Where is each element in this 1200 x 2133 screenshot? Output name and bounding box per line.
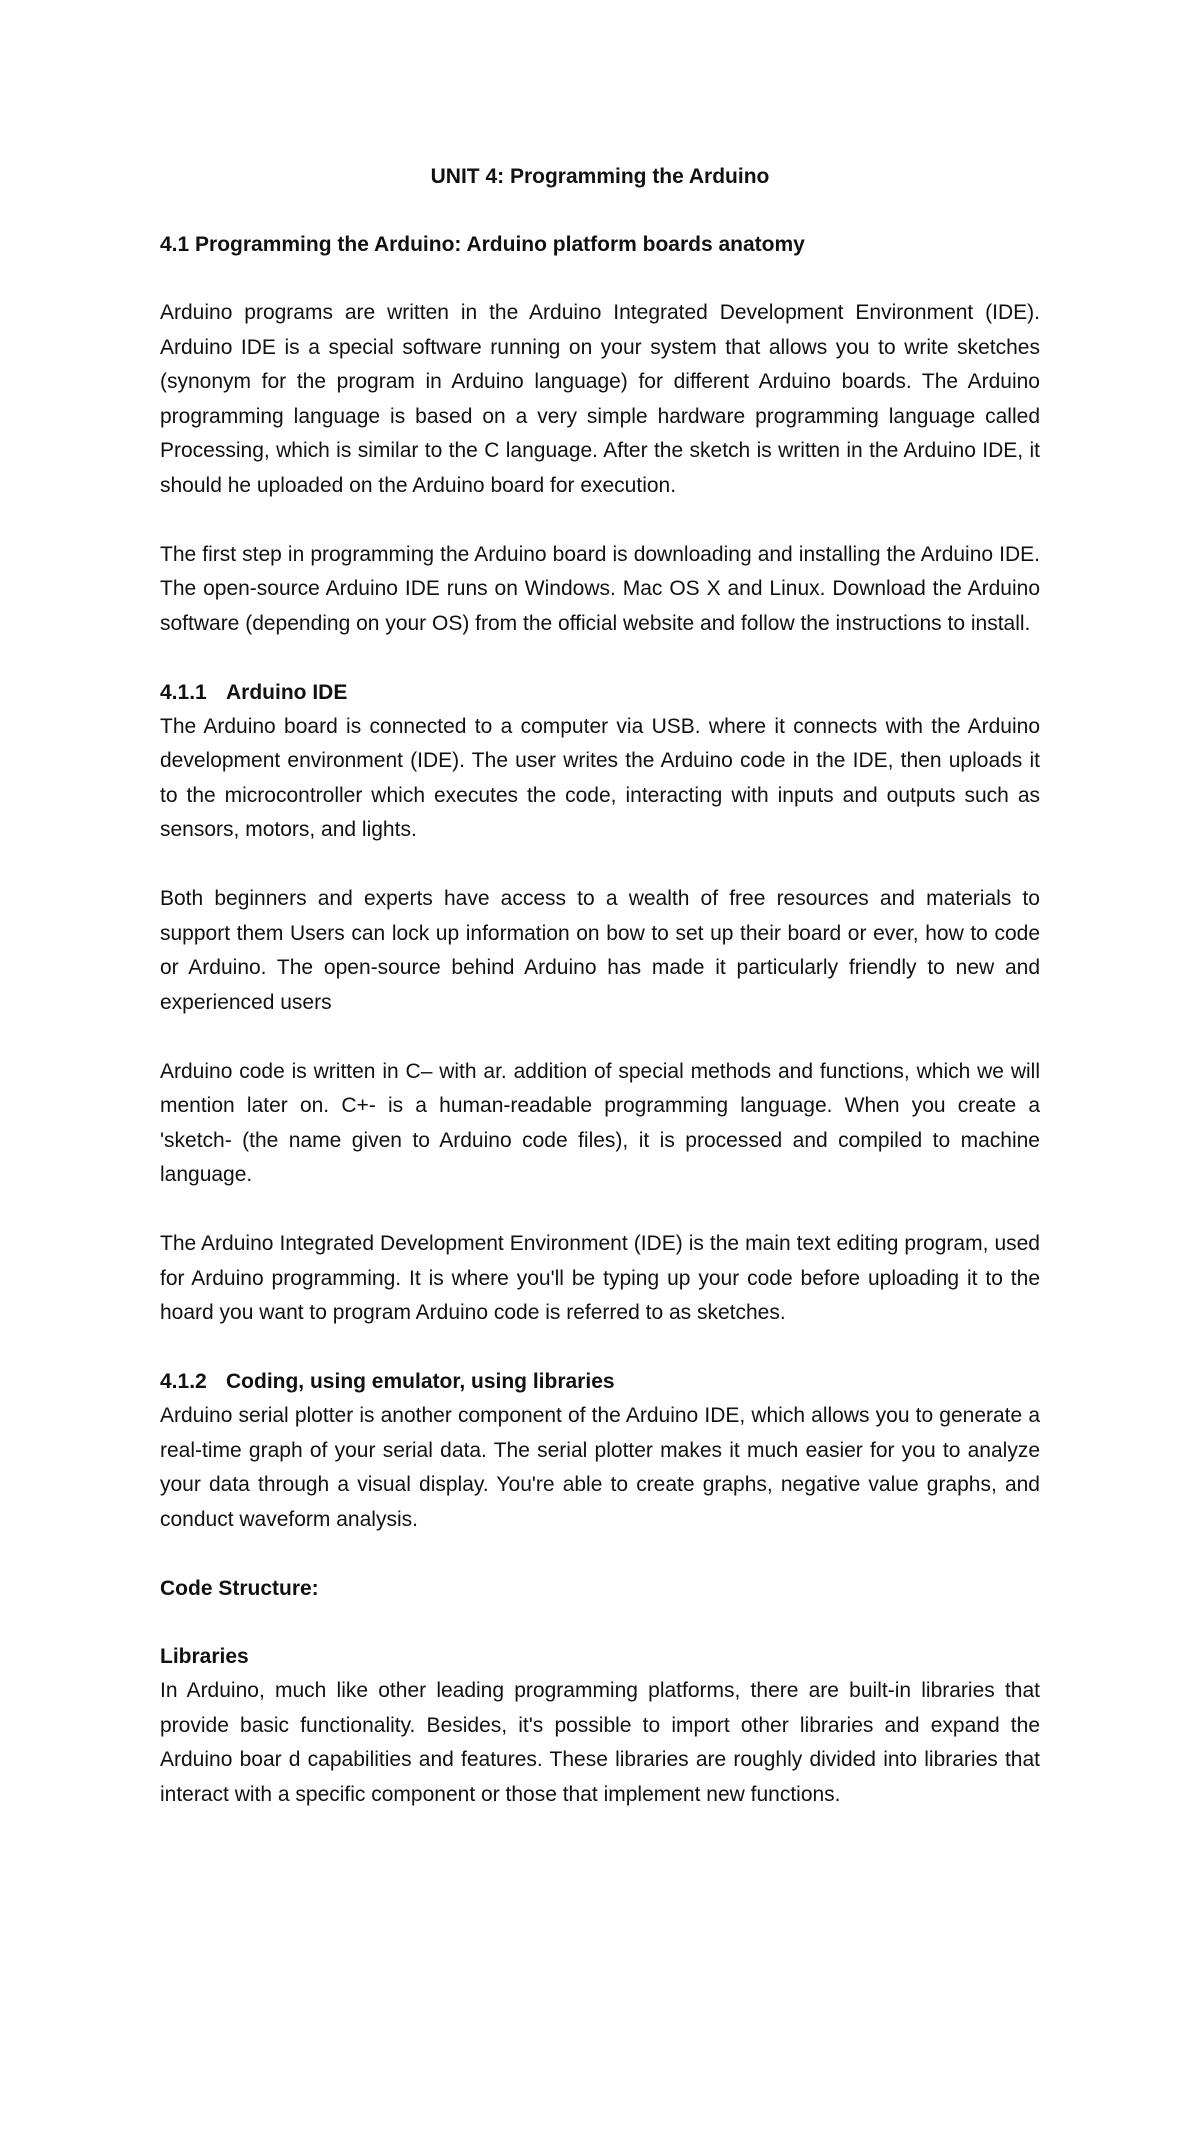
page-title: UNIT 4: Programming the Arduino: [430, 165, 770, 188]
document-page: [160, 160, 1040, 1812]
paragraph: Arduino serial plotter is another component of the Arduino IDE, which allows you to generate a real-time graph of your serial data. The serial plotter makes it much easier for you to analyze your data through a visual display. You're able to create graphs, negative value graphs, and conduct waveform analysis.: [160, 1404, 1040, 1531]
section-heading-4-1-1: [160, 676, 1040, 710]
section-heading-4-1-2: [160, 1365, 1040, 1399]
paragraph: In Arduino, much like other leading programming platforms, there are built-in libraries that provide basic functionality. Besides, it's possible to import other libraries and expand the Arduino boar d capabilities and features. These libraries are roughly divided into libraries that interact with a specific component or those that implement new functions.: [160, 1679, 1040, 1806]
paragraph: The Arduino Integrated Development Environment (IDE) is the main text editing program, used for Arduino programming. It is where you'll be typing up your code before uploading it to the hoard you want to program Arduino code is referred to as sketches.: [160, 1232, 1040, 1324]
section-number: 4.1.2: [160, 1370, 207, 1393]
spacer: [160, 1606, 1040, 1641]
paragraph: The first step in programming the Arduino board is downloading and installing the Arduino IDE. The open-source Arduino IDE runs on Windows. Mac OS X and Linux. Download the Arduino software (depending on your OS) from the official website and follow the instructions to install.: [160, 542, 1040, 635]
section-number: 4.1.1: [160, 680, 207, 704]
paragraph: Both beginners and experts have access to a wealth of free resources and materials to support them Users can lock up information on bow to set up their board or ever, how to code or Arduino. The open-source behind Arduino has made it particularly friendly to new and experienced users: [160, 887, 1040, 1014]
paragraph: Arduino code is written in C– with ar. addition of special methods and functions, which we will mention later on. C+- is a human-readable programming language. When you create a 'sketch- (the name given to Arduino code files), it is processed and compiled to machine language.: [160, 1059, 1040, 1186]
paragraph: The Arduino board is connected to a computer via USB. where it connects with the Arduino development environment (IDE). The user writes the Arduino code in the IDE, then uploads it to the microcontroller which executes the code, interacting with inputs and outputs such as sensors, motors, and lights.: [160, 714, 1040, 841]
spacer: [160, 1537, 1040, 1572]
spacer: [160, 1193, 1040, 1228]
spacer: [160, 848, 1040, 883]
spacer: [160, 1331, 1040, 1366]
paragraph: Arduino programs are written in the Arduino Integrated Development Environment (IDE). Arduino IDE is a special software running on your system that allows you to write sketches (synonym for the program in Arduino language) for different Arduino boards. The Arduino programming language is based on a very simple hardware programming language called Processing, which is similar to the C language. After the sketch is written in the Arduino IDE, it should he uploaded on the Arduino board for execution.: [160, 301, 1040, 497]
section-title: Arduino IDE: [226, 680, 348, 704]
section-heading-4-1: 4.1 Programming the Arduino: Arduino platform boards anatomy: [160, 233, 805, 256]
spacer: [160, 641, 1040, 676]
libraries-heading: Libraries: [160, 1645, 249, 1668]
spacer: [160, 503, 1040, 538]
code-structure-heading: Code Structure:: [160, 1576, 319, 1600]
spacer: [160, 262, 1040, 296]
section-title: Coding, using emulator, using libraries: [226, 1370, 615, 1393]
spacer: [160, 1020, 1040, 1055]
